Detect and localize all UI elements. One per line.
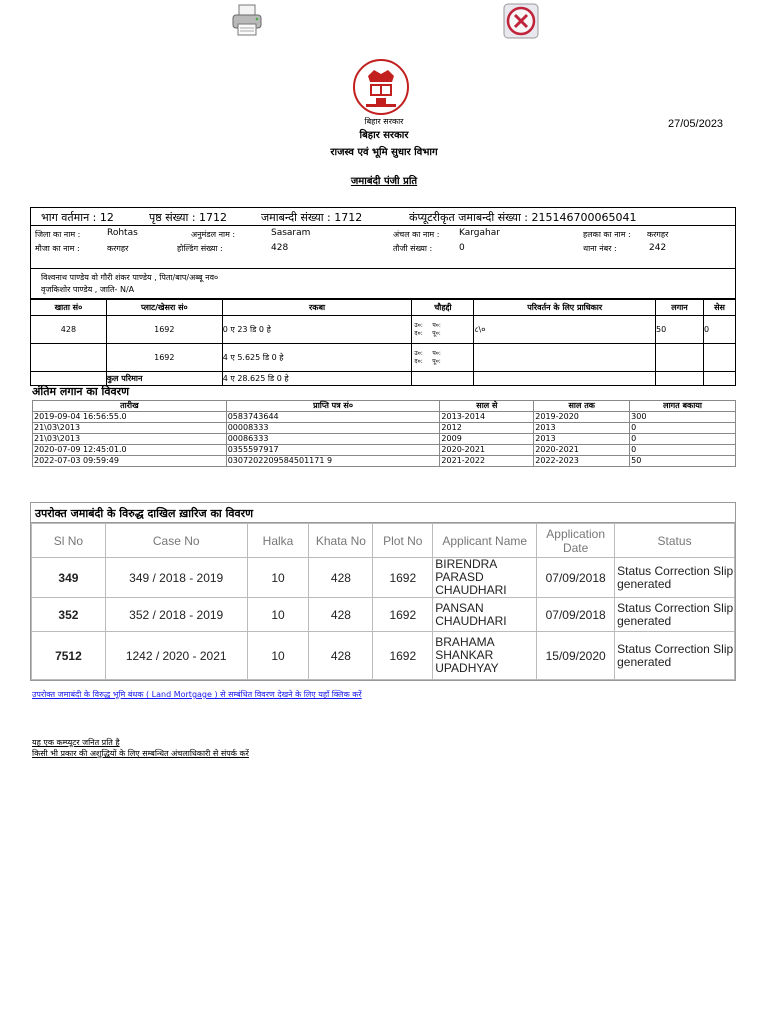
lagan-cell: 0307202209584501171 9: [226, 456, 440, 467]
anchal-value: Kargahar: [459, 228, 500, 238]
lagan-cell: 2020-2021: [440, 445, 534, 456]
computer-jamabandi-sankhya: कंप्यूटरीकृत जमाबन्दी संख्या : 215146700065041: [409, 211, 637, 224]
case-no: 1242 / 2020 - 2021: [105, 632, 247, 680]
case-status: Status Correction Slip generated: [615, 598, 735, 632]
case-plot: 1692: [373, 632, 433, 680]
emblem-caption: बिहार सरकार: [364, 117, 404, 126]
lagan-cell: 2012: [440, 423, 534, 434]
lagan-header-due: लागत बकाया: [630, 401, 736, 412]
case-khata: 428: [309, 598, 373, 632]
plot-cell: 1692: [106, 316, 222, 344]
khata-cell: [31, 344, 107, 372]
anumandal-value: Sasaram: [271, 228, 311, 238]
raiyat-line-1: विश्वनाथ पाण्डेय वो गौरी शंकर पाण्डेय , पिता/बाप/अब्बू नव०: [41, 273, 219, 282]
cases-header-status: Status: [615, 524, 735, 558]
table-row: [31, 316, 736, 344]
holding-label: होल्डिंग संख्या :: [177, 244, 223, 253]
lagan-cell: 21\03\2013: [33, 423, 227, 434]
lagan-cell: 00086333: [226, 434, 440, 445]
tauji-label: तौजी संख्या :: [393, 244, 433, 253]
lagan-cell: 2020-2021: [534, 445, 630, 456]
jamabandi-info-box: [30, 207, 736, 299]
bhag-vartaman: भाग वर्तमान : 12: [41, 211, 114, 224]
header-khata: खाता सं०: [31, 300, 107, 316]
chauhaddi-cell: [412, 316, 474, 344]
anchal-label: अंचल का नाम :: [393, 230, 440, 239]
document-title: जमाबंदी पंजी प्रति: [350, 176, 418, 187]
header-rakba: रकबा: [222, 300, 412, 316]
lagan-cell: 0: [630, 434, 736, 445]
govt-name: बिहार सरकार: [359, 130, 409, 141]
zila-value: Rohtas: [107, 228, 138, 238]
table-row: [31, 344, 736, 372]
close-icon[interactable]: [503, 3, 539, 39]
pariwartan-cell: [474, 344, 656, 372]
table-row: [33, 456, 736, 467]
lagan-cell: 2013-2014: [440, 412, 534, 423]
lagan-header-date: तारीख: [33, 401, 227, 412]
table-row: [33, 434, 736, 445]
lagan-cell: 300: [630, 412, 736, 423]
lagan-cell: 21\03\2013: [33, 434, 227, 445]
thana-label: थाना नंबर :: [583, 244, 617, 253]
table-row: [32, 598, 735, 632]
chauhaddi-west: प०:: [432, 321, 441, 329]
header-chauhaddi: चौहद्दी: [412, 300, 474, 316]
chauhaddi-south: द०:: [414, 329, 423, 337]
lagan-title: अंतिम लगान का विवरण: [32, 385, 130, 398]
lagan-cell: 0: [630, 423, 736, 434]
computer-generated-note: यह एक कम्प्यूटर जनित प्रति है: [32, 738, 120, 747]
lagan-cell: 0355597917: [226, 445, 440, 456]
lagan-cell: 50: [630, 456, 736, 467]
table-row: [32, 558, 735, 598]
total-label: कुल परिमान: [106, 372, 222, 386]
lagan-cell: 2022-2023: [534, 456, 630, 467]
case-slno: 352: [32, 598, 106, 632]
case-date: 07/09/2018: [537, 558, 615, 598]
khata-table: [30, 299, 736, 386]
cases-header-plotno: Plot No: [373, 524, 433, 558]
chauhaddi-north: उ०:: [414, 349, 423, 357]
case-khata: 428: [309, 558, 373, 598]
zila-label: जिला का नाम :: [35, 230, 81, 239]
header-pariwartan: परिवर्तन के लिए प्राधिकार: [474, 300, 656, 316]
cases-table: [31, 523, 735, 680]
chauhaddi-south: द०:: [414, 357, 423, 365]
lagan-table: [32, 400, 736, 467]
case-no: 349 / 2018 - 2019: [105, 558, 247, 598]
lagan-cell: 0: [630, 445, 736, 456]
header-ses: सेस: [703, 300, 735, 316]
lagan-cell: 2013: [534, 434, 630, 445]
chauhaddi-north: उ०:: [414, 321, 423, 329]
lagan-header-from: साल से: [440, 401, 534, 412]
pariwartan-cell: ८\०: [474, 316, 656, 344]
dakhil-kharij-section: [30, 502, 736, 681]
halka-label: हलका का नाम :: [583, 230, 631, 239]
case-khata: 428: [309, 632, 373, 680]
total-row: [31, 372, 736, 386]
lagan-cell: 2020-07-09 12:45:01.0: [33, 445, 227, 456]
tauji-value: 0: [459, 243, 465, 253]
case-applicant: PANSAN CHAUDHARI: [433, 598, 537, 632]
mauja-label: मौजा का नाम :: [35, 244, 80, 253]
raiyat-line-2: वृजकिशोर पाण्डेय , जाति- N/A: [41, 285, 135, 294]
header-lagan: लगान: [656, 300, 704, 316]
case-status: Status Correction Slip generated: [615, 632, 735, 680]
print-date: 27/05/2023: [668, 118, 724, 130]
cases-header-slno: Sl No: [32, 524, 106, 558]
ses-cell: 0: [703, 316, 735, 344]
case-slno: 7512: [32, 632, 106, 680]
lagan-cell: 2021-2022: [440, 456, 534, 467]
lagan-cell: [656, 344, 704, 372]
header-plot: प्लाट/खेसरा सं०: [106, 300, 222, 316]
case-status: Status Correction Slip generated: [615, 558, 735, 598]
lagan-header-to: साल तक: [534, 401, 630, 412]
table-row: [32, 632, 735, 680]
lagan-cell: 2022-07-03 09:59:49: [33, 456, 227, 467]
table-row: [33, 423, 736, 434]
plot-cell: 1692: [106, 344, 222, 372]
khata-cell: 428: [31, 316, 107, 344]
case-applicant: BIRENDRA PARASD CHAUDHARI: [433, 558, 537, 598]
case-plot: 1692: [373, 598, 433, 632]
table-row: [33, 412, 736, 423]
lagan-cell: 2019-2020: [534, 412, 630, 423]
contact-note: किसी भी प्रकार की अशुद्धियों के लिए सम्बन्धित अंचलाधिकारी से संपर्क करें: [32, 749, 249, 758]
chauhaddi-east: पू०:: [432, 329, 441, 337]
chauhaddi-east: पू०:: [432, 357, 441, 365]
lagan-cell: 2013: [534, 423, 630, 434]
case-halka: 10: [247, 598, 309, 632]
case-slno: 349: [32, 558, 106, 598]
bihar-emblem-icon: [348, 58, 414, 116]
rakba-cell: 4 ए 5.625 डि 0 हे: [222, 344, 412, 372]
table-row: [33, 445, 736, 456]
department-name: राजस्व एवं भूमि सुधार विभाग: [330, 147, 438, 158]
cases-header-applicant: Applicant Name: [433, 524, 537, 558]
cases-title: उपरोक्त जमाबंदी के विरुद्ध दाखिल ख़ारिज का विवरण: [31, 503, 735, 523]
case-applicant: BRAHAMA SHANKAR UPADHYAY: [433, 632, 537, 680]
case-halka: 10: [247, 632, 309, 680]
case-no: 352 / 2018 - 2019: [105, 598, 247, 632]
case-halka: 10: [247, 558, 309, 598]
lagan-cell: 00008333: [226, 423, 440, 434]
prishth-sankhya: पृष्ठ संख्या : 1712: [149, 211, 228, 224]
lagan-cell: 2019-09-04 16:56:55.0: [33, 412, 227, 423]
rakba-cell: 0 ए 23 डि 0 हे: [222, 316, 412, 344]
land-mortgage-link[interactable]: उपरोक्त जमाबंदी के विरुद्ध भूमि बंधक ( Land Mortgage ) से सम्बंधित विवरण देखने के लिए यहाँ क्लिक करें: [32, 690, 362, 699]
total-rakba: 4 ए 28.625 डि 0 हे: [222, 372, 412, 386]
lagan-cell: 0583743644: [226, 412, 440, 423]
cases-header-khatano: Khata No: [309, 524, 373, 558]
case-date: 15/09/2020: [537, 632, 615, 680]
ses-cell: [703, 344, 735, 372]
cases-header-halka: Halka: [247, 524, 309, 558]
mauja-value: करगहर: [107, 244, 129, 253]
lagan-cell: 2009: [440, 434, 534, 445]
cases-header-appdate: Application Date: [537, 524, 615, 558]
print-icon[interactable]: [230, 3, 264, 37]
anumandal-label: अनुमंडल नाम :: [191, 230, 236, 239]
chauhaddi-west: प०:: [432, 349, 441, 357]
halka-value: करगहर: [647, 230, 669, 239]
chauhaddi-cell: [412, 344, 474, 372]
lagan-cell: 50: [656, 316, 704, 344]
case-date: 07/09/2018: [537, 598, 615, 632]
jamabandi-sankhya: जमाबन्दी संख्या : 1712: [261, 211, 363, 224]
case-plot: 1692: [373, 558, 433, 598]
thana-value: 242: [649, 243, 667, 253]
holding-value: 428: [271, 243, 289, 253]
lagan-header-receipt: प्राप्ति पत्र सं०: [226, 401, 440, 412]
cases-header-caseno: Case No: [105, 524, 247, 558]
